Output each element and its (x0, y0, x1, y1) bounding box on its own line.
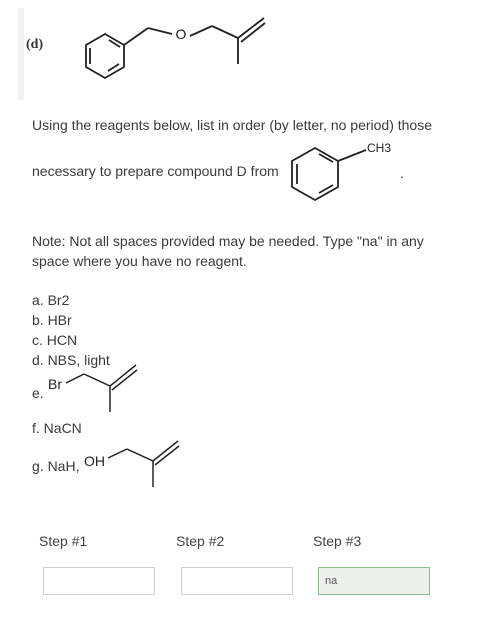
methyl-label: CH3 (367, 141, 392, 155)
reagent-g-oh: OH (84, 453, 105, 469)
reagent-d: d. NBS, light (32, 352, 110, 368)
reagent-g-prefix: g. NaH, (32, 458, 80, 474)
step-3-label: Step #3 (313, 533, 362, 549)
reagent-e-letter: e. (32, 385, 44, 401)
prompt-line-2: necessary to prepare compound D from (32, 163, 279, 179)
prompt-period: . (400, 165, 404, 181)
reagent-a: a. Br2 (32, 292, 70, 308)
step-1-input[interactable] (43, 567, 155, 595)
reagent-f: f. NaCN (32, 420, 82, 436)
prompt-line-1: Using the reagents below, list in order (by letter, no period) those (32, 117, 432, 133)
note-line-2: space where you have no reagent. (32, 253, 247, 269)
reagent-e-br: Br (48, 376, 62, 392)
step-2-input[interactable] (181, 567, 293, 595)
step-2-label: Step #2 (176, 533, 225, 549)
svg-text:O: O (175, 26, 187, 42)
reagent-c: c. HCN (32, 332, 78, 348)
step-3-input[interactable] (318, 567, 430, 595)
part-label: (d) (26, 37, 44, 52)
note-line-1: Note: Not all spaces provided may be needed. Type "na" in any (32, 233, 424, 249)
step-1-label: Step #1 (39, 533, 88, 549)
reagent-b: b. HBr (32, 312, 72, 328)
